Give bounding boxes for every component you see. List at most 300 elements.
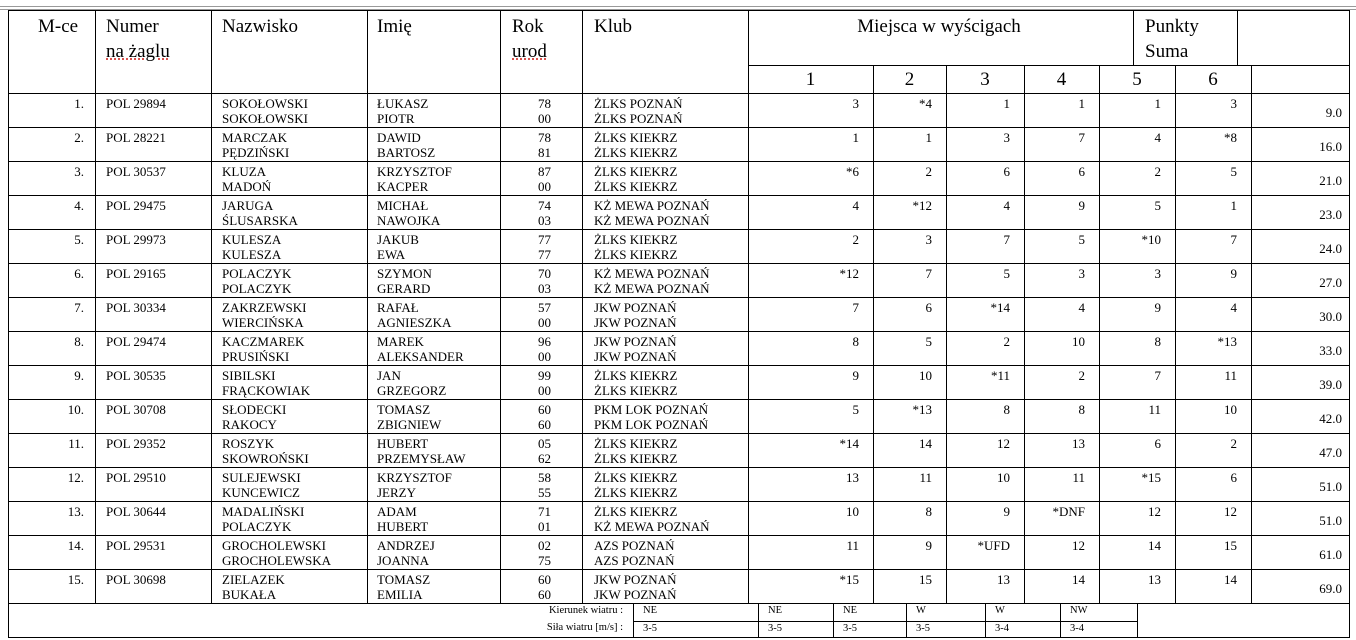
race-place-cell: 8 xyxy=(1003,402,1010,417)
birth-year-cell: 60 xyxy=(538,572,551,587)
sail-number-cell: POL 29352 xyxy=(106,436,166,451)
place-cell: 5. xyxy=(74,232,84,247)
firstname-cell: ADAM xyxy=(377,504,417,519)
club-cell: ŻLKS KIEKRZ xyxy=(594,247,678,262)
surname-cell: BUKAŁA xyxy=(222,587,277,602)
race-place-cell: 3 xyxy=(925,232,932,247)
wind-col-separator xyxy=(1137,603,1138,637)
birth-year-cell: 05 xyxy=(538,436,551,451)
race-place-cell: 11 xyxy=(1148,402,1161,417)
birth-year-cell: 99 xyxy=(538,368,551,383)
race-place-cell: 11 xyxy=(1072,470,1085,485)
surname-cell: POLACZYK xyxy=(222,281,292,296)
race-col-separator xyxy=(946,65,947,603)
firstname-cell: HUBERT xyxy=(377,519,429,534)
birth-year-cell: 03 xyxy=(538,281,551,296)
total-points-cell: 16.0 xyxy=(1319,139,1342,154)
race-col-separator xyxy=(1175,65,1176,603)
header-points-line1: Punkty xyxy=(1145,16,1199,37)
race-place-cell: 1 xyxy=(1230,198,1237,213)
firstname-cell: JERZY xyxy=(377,485,416,500)
race-place-cell: 9 xyxy=(1154,300,1161,315)
race-place-cell: *6 xyxy=(846,164,859,179)
birth-year-cell: 81 xyxy=(538,145,551,160)
race-place-cell: 8 xyxy=(1154,334,1161,349)
sail-number-cell: POL 29474 xyxy=(106,334,166,349)
race-place-cell: 13 xyxy=(997,572,1010,587)
birth-year-cell: 01 xyxy=(538,519,551,534)
race-place-cell: *14 xyxy=(990,300,1010,315)
race-col-separator xyxy=(873,65,874,603)
place-cell: 10. xyxy=(67,402,84,417)
sail-number-cell: POL 29475 xyxy=(106,198,166,213)
race-place-cell: *DNF xyxy=(1052,504,1085,519)
race-place-cell: 4 xyxy=(1003,198,1010,213)
surname-cell: KUNCEWICZ xyxy=(222,485,300,500)
race-place-cell: 6 xyxy=(925,300,932,315)
club-cell: ŻLKS KIEKRZ xyxy=(594,485,678,500)
birth-year-cell: 60 xyxy=(538,402,551,417)
race-place-cell: 4 xyxy=(1230,300,1237,315)
row-separator xyxy=(8,501,1349,502)
race-place-cell: 9 xyxy=(852,368,859,383)
surname-cell: PĘDZIŃSKI xyxy=(222,145,290,160)
row-separator xyxy=(8,195,1349,196)
birth-year-cell: 87 xyxy=(538,164,551,179)
header-sail-line1: Numer xyxy=(106,16,159,37)
wind-col-separator xyxy=(758,603,759,637)
race-number-6: 6 xyxy=(1208,69,1218,90)
header-year-line1: Rok xyxy=(512,16,544,37)
firstname-cell: KRZYSZTOF xyxy=(377,470,452,485)
header-year-line2: urod xyxy=(512,41,547,62)
surname-cell: SOKOŁOWSKI xyxy=(222,96,308,111)
race-number-4: 4 xyxy=(1056,69,1067,90)
firstname-cell: MICHAŁ xyxy=(377,198,429,213)
col-separator xyxy=(211,10,212,603)
birth-year-cell: 96 xyxy=(538,334,551,349)
col-separator xyxy=(582,10,583,603)
surname-cell: SOKOŁOWSKI xyxy=(222,111,308,126)
firstname-cell: SZYMON xyxy=(377,266,432,281)
sail-number-cell: POL 29973 xyxy=(106,232,166,247)
race-col-separator xyxy=(1099,65,1100,603)
col-separator xyxy=(95,10,96,603)
wind-direction-label: Kierunek wiatru : xyxy=(548,605,623,616)
race-place-cell: 2 xyxy=(1078,368,1085,383)
firstname-cell: EWA xyxy=(377,247,406,262)
race-place-cell: 9 xyxy=(1003,504,1010,519)
birth-year-cell: 78 xyxy=(538,96,551,111)
club-cell: ŻLKS KIEKRZ xyxy=(594,451,678,466)
club-cell: JKW POZNAŃ xyxy=(594,572,677,587)
place-cell: 7. xyxy=(74,300,84,315)
firstname-cell: ŁUKASZ xyxy=(377,96,429,111)
firstname-cell: PRZEMYSŁAW xyxy=(377,451,466,466)
club-cell: PKM LOK POZNAŃ xyxy=(594,417,709,432)
row-separator xyxy=(8,263,1349,264)
race-place-cell: 8 xyxy=(925,504,932,519)
surname-cell: SIBILSKI xyxy=(222,368,276,383)
surname-cell: SULEJEWSKI xyxy=(222,470,301,485)
surname-cell: ZAKRZEWSKI xyxy=(222,300,307,315)
place-cell: 14. xyxy=(67,538,84,553)
club-cell: ŻLKS KIEKRZ xyxy=(594,179,678,194)
race-place-cell: 5 xyxy=(852,402,859,417)
race-number-3: 3 xyxy=(980,69,990,90)
race-place-cell: *15 xyxy=(1141,470,1161,485)
race-place-cell: 2 xyxy=(1230,436,1237,451)
header-races: Miejsca w wyścigach xyxy=(857,16,1021,37)
race-place-cell: 2 xyxy=(852,232,859,247)
sail-number-cell: POL 30644 xyxy=(106,504,166,519)
birth-year-cell: 02 xyxy=(538,538,551,553)
wind-col-separator xyxy=(833,603,834,637)
birth-year-cell: 77 xyxy=(538,232,551,247)
birth-year-cell: 74 xyxy=(538,198,551,213)
firstname-cell: TOMASZ xyxy=(377,402,431,417)
race-place-cell: 10 xyxy=(1072,334,1085,349)
birth-year-cell: 00 xyxy=(538,111,551,126)
row-separator xyxy=(8,297,1349,298)
race-col-separator xyxy=(1024,65,1025,603)
firstname-cell: ZBIGNIEW xyxy=(377,417,442,432)
wind-direction-cell: W xyxy=(916,605,926,616)
surname-cell: PRUSIŃSKI xyxy=(222,349,290,364)
place-cell: 9. xyxy=(74,368,84,383)
place-cell: 8. xyxy=(74,334,84,349)
surname-cell: FRĄCKOWIAK xyxy=(222,383,311,398)
club-cell: JKW POZNAŃ xyxy=(594,300,677,315)
surname-cell: RAKOCY xyxy=(222,417,277,432)
race-place-cell: 12 xyxy=(997,436,1010,451)
club-cell: ŻLKS POZNAŃ xyxy=(594,96,683,111)
race-place-cell: *13 xyxy=(1217,334,1237,349)
race-numbers-top xyxy=(748,65,1349,66)
race-place-cell: 14 xyxy=(919,436,932,451)
club-cell: ŻLKS KIEKRZ xyxy=(594,436,678,451)
race-place-cell: 6 xyxy=(1003,164,1010,179)
frame-top xyxy=(8,10,1350,11)
birth-year-cell: 62 xyxy=(538,451,551,466)
race-place-cell: 10 xyxy=(1224,402,1237,417)
total-points-cell: 21.0 xyxy=(1319,173,1342,188)
surname-cell: KULESZA xyxy=(222,247,282,262)
race-place-cell: 13 xyxy=(1072,436,1085,451)
race-place-cell: 7 xyxy=(1078,130,1085,145)
total-points-cell: 24.0 xyxy=(1319,241,1342,256)
race-place-cell: 2 xyxy=(925,164,932,179)
race-place-cell: 5 xyxy=(1003,266,1010,281)
race-place-cell: 3 xyxy=(1230,96,1237,111)
place-cell: 11. xyxy=(68,436,84,451)
club-cell: KŻ MEWA POZNAŃ xyxy=(594,198,710,213)
wind-direction-cell: NE xyxy=(843,605,857,616)
place-cell: 6. xyxy=(74,266,84,281)
club-cell: JKW POZNAŃ xyxy=(594,334,677,349)
races-header-separator xyxy=(1133,10,1134,65)
race-place-cell: 1 xyxy=(852,130,859,145)
firstname-cell: PIOTR xyxy=(377,111,415,126)
firstname-cell: HUBERT xyxy=(377,436,429,451)
total-points-cell: 69.0 xyxy=(1319,581,1342,596)
sail-number-cell: POL 29510 xyxy=(106,470,166,485)
total-points-cell: 23.0 xyxy=(1319,207,1342,222)
wind-direction-cell: NW xyxy=(1070,605,1088,616)
race-place-cell: *12 xyxy=(912,198,932,213)
birth-year-cell: 00 xyxy=(538,383,551,398)
surname-cell: GROCHOLEWSKI xyxy=(222,538,326,553)
birth-year-cell: 00 xyxy=(538,315,551,330)
race-place-cell: 4 xyxy=(1154,130,1161,145)
club-cell: AZS POZNAŃ xyxy=(594,553,675,568)
race-place-cell: 6 xyxy=(1154,436,1161,451)
sail-number-cell: POL 28221 xyxy=(106,130,166,145)
sail-number-cell: POL 30535 xyxy=(106,368,166,383)
firstname-cell: ALEKSANDER xyxy=(377,349,464,364)
race-place-cell: 1 xyxy=(1003,96,1010,111)
race-place-cell: 12 xyxy=(1072,538,1085,553)
race-place-cell: 10 xyxy=(919,368,932,383)
row-separator xyxy=(8,229,1349,230)
col-separator xyxy=(367,10,368,603)
race-place-cell: *14 xyxy=(839,436,859,451)
wind-speed-cell: 3-4 xyxy=(995,623,1009,634)
sail-number-cell: POL 30698 xyxy=(106,572,166,587)
sail-number-cell: POL 30334 xyxy=(106,300,166,315)
firstname-cell: NAWOJKA xyxy=(377,213,441,228)
club-cell: ŻLKS KIEKRZ xyxy=(594,130,678,145)
header-sail-line2: na żaglu xyxy=(106,41,170,62)
surname-cell: MADOŃ xyxy=(222,179,272,194)
firstname-cell: JAN xyxy=(377,368,401,383)
firstname-cell: BARTOSZ xyxy=(377,145,436,160)
row-separator xyxy=(8,467,1349,468)
surname-cell: SKOWROŃSKI xyxy=(222,451,309,466)
race-place-cell: 3 xyxy=(1154,266,1161,281)
surname-cell: GROCHOLEWSKA xyxy=(222,553,332,568)
race-place-cell: 1 xyxy=(925,130,932,145)
row-separator xyxy=(8,365,1349,366)
wind-col-separator xyxy=(906,603,907,637)
race-place-cell: 7 xyxy=(925,266,932,281)
race-place-cell: 11 xyxy=(919,470,932,485)
firstname-cell: GERARD xyxy=(377,281,431,296)
frame-body-bottom xyxy=(8,603,1350,604)
place-cell: 12. xyxy=(67,470,84,485)
birth-year-cell: 57 xyxy=(538,300,551,315)
row-separator xyxy=(8,127,1349,128)
race-place-cell: 7 xyxy=(852,300,859,315)
sail-number-cell: POL 29165 xyxy=(106,266,166,281)
header-place: M-ce xyxy=(38,16,79,37)
race-place-cell: 5 xyxy=(1230,164,1237,179)
sail-number-cell: POL 30708 xyxy=(106,402,166,417)
total-points-cell: 39.0 xyxy=(1319,377,1342,392)
wind-direction-cell: NE xyxy=(643,605,657,616)
race-place-cell: 3 xyxy=(1078,266,1085,281)
total-points-cell: 42.0 xyxy=(1319,411,1342,426)
row-separator xyxy=(8,569,1349,570)
surname-cell: MARCZAK xyxy=(222,130,288,145)
race-number-1: 1 xyxy=(805,69,816,90)
race-place-cell: 7 xyxy=(1230,232,1237,247)
club-cell: JKW POZNAŃ xyxy=(594,315,677,330)
surname-cell: KULESZA xyxy=(222,232,282,247)
wind-speed-cell: 3-5 xyxy=(843,623,857,634)
wind-row-separator xyxy=(633,621,1137,622)
race-place-cell: 11 xyxy=(846,538,859,553)
row-separator xyxy=(8,399,1349,400)
row-separator xyxy=(8,535,1349,536)
birth-year-cell: 77 xyxy=(538,247,551,262)
surname-cell: JARUGA xyxy=(222,198,274,213)
row-separator xyxy=(8,331,1349,332)
total-points-cell: 27.0 xyxy=(1319,275,1342,290)
race-place-cell: 13 xyxy=(846,470,859,485)
place-cell: 15. xyxy=(67,572,84,587)
firstname-cell: ANDRZEJ xyxy=(377,538,435,553)
race-place-cell: 4 xyxy=(1078,300,1085,315)
frame-right xyxy=(1349,10,1350,637)
race-place-cell: 9 xyxy=(925,538,932,553)
sail-number-cell: POL 30537 xyxy=(106,164,166,179)
club-cell: KŻ MEWA POZNAŃ xyxy=(594,266,710,281)
total-points-cell: 61.0 xyxy=(1319,547,1342,562)
firstname-cell: MAREK xyxy=(377,334,424,349)
firstname-cell: GRZEGORZ xyxy=(377,383,447,398)
surname-cell: ŚLUSARSKA xyxy=(222,213,298,228)
surname-cell: ZIELAZEK xyxy=(222,572,285,587)
race-number-5: 5 xyxy=(1132,69,1142,90)
firstname-cell: KACPER xyxy=(377,179,429,194)
race-place-cell: 5 xyxy=(925,334,932,349)
race-place-cell: 11 xyxy=(1224,368,1237,383)
wind-speed-cell: 3-4 xyxy=(1070,623,1084,634)
race-place-cell: 14 xyxy=(1224,572,1237,587)
birth-year-cell: 71 xyxy=(538,504,551,519)
header-firstname: Imię xyxy=(377,16,412,37)
race-place-cell: 8 xyxy=(1078,402,1085,417)
club-cell: ŻLKS KIEKRZ xyxy=(594,504,678,519)
place-cell: 4. xyxy=(74,198,84,213)
firstname-cell: TOMASZ xyxy=(377,572,431,587)
surname-cell: KACZMAREK xyxy=(222,334,305,349)
race-place-cell: 7 xyxy=(1003,232,1010,247)
race-place-cell: *UFD xyxy=(977,538,1010,553)
header-club: Klub xyxy=(594,16,632,37)
race-place-cell: *11 xyxy=(990,368,1010,383)
race-place-cell: *15 xyxy=(839,572,859,587)
place-cell: 3. xyxy=(74,164,84,179)
total-points-cell: 30.0 xyxy=(1319,309,1342,324)
birth-year-cell: 00 xyxy=(538,179,551,194)
race-place-cell: 1 xyxy=(1078,96,1085,111)
birth-year-cell: 58 xyxy=(538,470,551,485)
birth-year-cell: 78 xyxy=(538,130,551,145)
surname-cell: POLACZYK xyxy=(222,266,292,281)
race-place-cell: 6 xyxy=(1230,470,1237,485)
total-points-cell: 9.0 xyxy=(1325,105,1342,120)
wind-speed-cell: 3-5 xyxy=(643,623,657,634)
race-place-cell: 5 xyxy=(1078,232,1085,247)
race-place-cell: 9 xyxy=(1078,198,1085,213)
firstname-cell: AGNIESZKA xyxy=(377,315,452,330)
race-place-cell: 15 xyxy=(919,572,932,587)
surname-cell: POLACZYK xyxy=(222,519,292,534)
birth-year-cell: 55 xyxy=(538,485,551,500)
surname-cell: ROSZYK xyxy=(222,436,275,451)
wind-col-separator xyxy=(985,603,986,637)
race-place-cell: 15 xyxy=(1224,538,1237,553)
club-cell: ŻLKS KIEKRZ xyxy=(594,164,678,179)
race-place-cell: 5 xyxy=(1154,198,1161,213)
race-place-cell: 7 xyxy=(1154,368,1161,383)
race-place-cell: 3 xyxy=(1003,130,1010,145)
total-points-cell: 33.0 xyxy=(1319,343,1342,358)
race-place-cell: 12 xyxy=(1224,504,1237,519)
club-cell: ŻLKS KIEKRZ xyxy=(594,470,678,485)
race-place-cell: 13 xyxy=(1148,572,1161,587)
race-place-cell: 14 xyxy=(1148,538,1161,553)
wind-direction-cell: W xyxy=(995,605,1005,616)
race-place-cell: 6 xyxy=(1078,164,1085,179)
birth-year-cell: 60 xyxy=(538,587,551,602)
row-separator xyxy=(8,433,1349,434)
club-cell: ŻLKS KIEKRZ xyxy=(594,145,678,160)
club-cell: KŻ MEWA POZNAŃ xyxy=(594,519,710,534)
wind-speed-label: Siła wiatru [m/s] : xyxy=(546,622,623,633)
surname-cell: MADALIŃSKI xyxy=(222,504,305,519)
race-place-cell: 14 xyxy=(1072,572,1085,587)
row-separator xyxy=(8,161,1349,162)
club-cell: KŻ MEWA POZNAŃ xyxy=(594,281,710,296)
surname-cell: WIERCIŃSKA xyxy=(222,315,304,330)
club-cell: JKW POZNAŃ xyxy=(594,349,677,364)
race-place-cell: 4 xyxy=(852,198,859,213)
wind-speed-cell: 3-5 xyxy=(916,623,930,634)
race-place-cell: 8 xyxy=(852,334,859,349)
surname-cell: KLUZA xyxy=(222,164,267,179)
sail-number-cell: POL 29531 xyxy=(106,538,166,553)
firstname-cell: EMILIA xyxy=(377,587,423,602)
birth-year-cell: 00 xyxy=(538,349,551,364)
wind-direction-cell: NE xyxy=(768,605,782,616)
race-place-cell: 12 xyxy=(1148,504,1161,519)
race-number-2: 2 xyxy=(904,69,915,90)
total-points-cell: 51.0 xyxy=(1319,513,1342,528)
wind-col-separator xyxy=(1060,603,1061,637)
wind-col-separator xyxy=(633,603,634,637)
birth-year-cell: 75 xyxy=(538,553,551,568)
firstname-cell: RAFAŁ xyxy=(377,300,419,315)
frame-bottom xyxy=(8,637,1350,638)
club-cell: AZS POZNAŃ xyxy=(594,538,675,553)
race-place-cell: *4 xyxy=(919,96,932,111)
race-place-cell: 10 xyxy=(846,504,859,519)
place-cell: 1. xyxy=(74,96,84,111)
place-cell: 2. xyxy=(74,130,84,145)
club-cell: ŻLKS KIEKRZ xyxy=(594,368,678,383)
frame-left xyxy=(8,10,9,637)
race-place-cell: 2 xyxy=(1003,334,1010,349)
club-cell: PKM LOK POZNAŃ xyxy=(594,402,709,417)
birth-year-cell: 60 xyxy=(538,417,551,432)
race-place-cell: *10 xyxy=(1141,232,1161,247)
race-place-cell: 10 xyxy=(997,470,1010,485)
birth-year-cell: 70 xyxy=(538,266,551,281)
header-points-line2: Suma xyxy=(1145,41,1189,62)
